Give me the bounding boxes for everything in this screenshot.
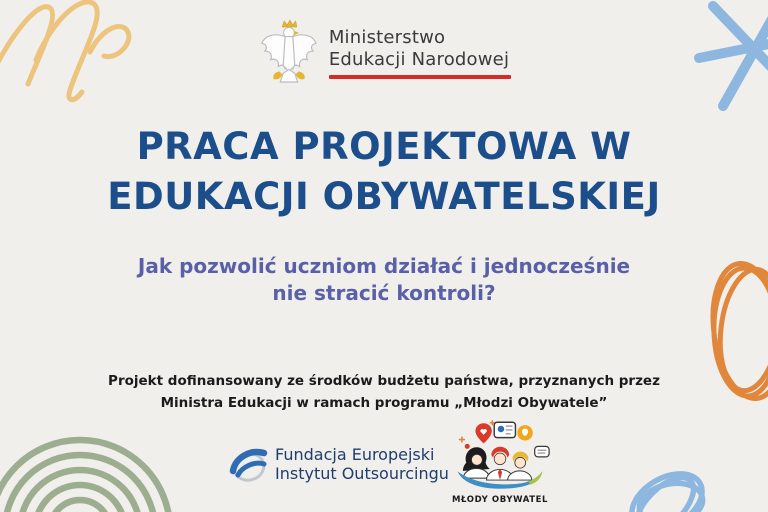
ministry-header (0, 18, 768, 88)
funding-note-line1: Projekt dofinansowany ze środków budżetu państwa, przyznanych przez (108, 373, 660, 389)
mlody-obywatel-illustration (447, 420, 553, 490)
mlody-obywatel-label: MŁODY OBYWATEL (451, 495, 549, 505)
ministry-name (329, 27, 509, 80)
subtitle (0, 253, 768, 307)
green-arcs-doodle (0, 435, 175, 512)
blue-scribble-doodle (595, 440, 765, 512)
red-underline (329, 75, 511, 79)
funding-note-line2: Ministra Edukacji w ramach programu „Młodzi Obywatele” (160, 394, 608, 411)
subtitle-line2: nie stracić kontroli? (272, 281, 496, 305)
ministry-name-line1: Ministerstwo (328, 26, 446, 48)
funding-note (0, 371, 768, 414)
fundacja-logo-icon (228, 441, 270, 487)
fundacja-logo-text (275, 445, 449, 483)
subtitle-line1: Jak pozwolić uczniom działać i jednocześnie (137, 254, 631, 278)
ministry-name-line2: Edukacji Narodowej (328, 48, 510, 70)
fundacja-line2: Instytut Outsourcingu (275, 464, 449, 483)
page-title-line1: PRACA PROJEKTOWA W (136, 125, 632, 168)
fundacja-line1: Fundacja Europejski (275, 444, 435, 464)
page-title-line2: EDUKACJI OBYWATELSKIEJ (107, 175, 661, 219)
fundacja-logo (228, 441, 449, 487)
mlody-obywatel-logo (443, 420, 557, 505)
page-title (0, 122, 768, 223)
polish-eagle-emblem (259, 18, 317, 88)
